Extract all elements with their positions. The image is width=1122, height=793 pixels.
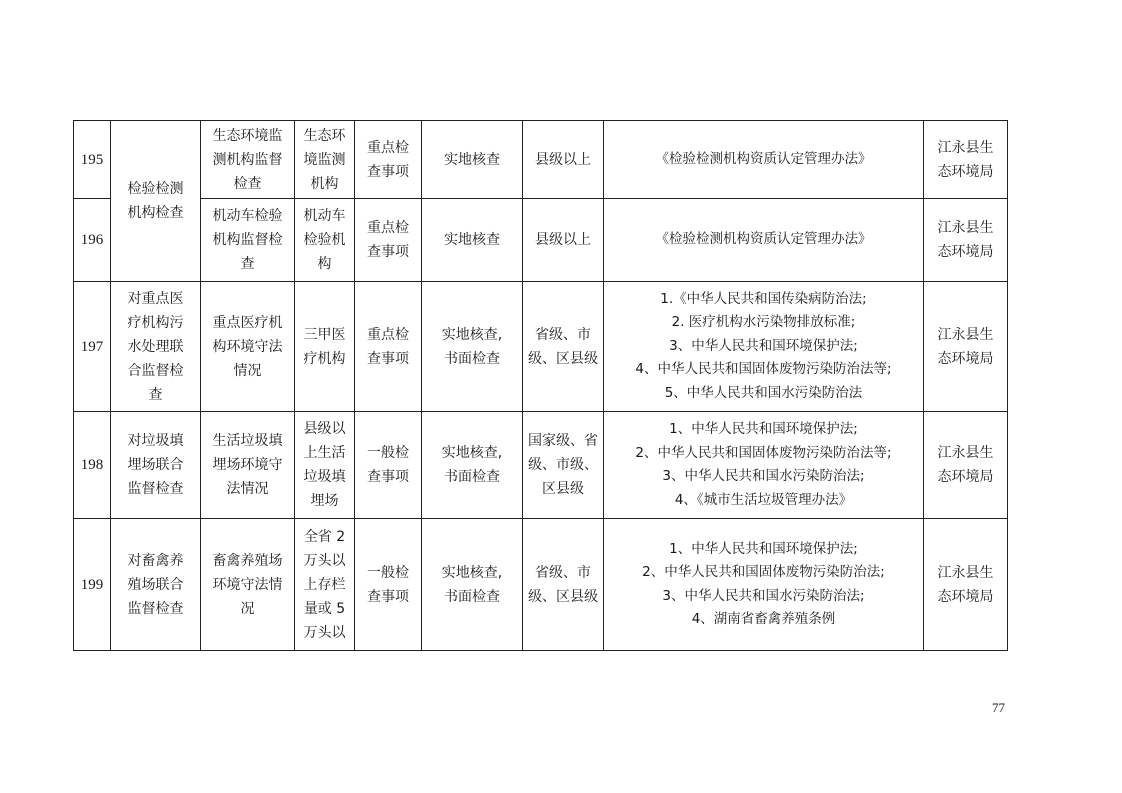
type-cell-line: 查事项: [367, 588, 409, 605]
level-cell-line: 县级以上: [535, 232, 591, 248]
level-cell-line: 省级、市: [535, 564, 591, 581]
level-cell-line: 省级、市: [535, 326, 591, 343]
level-cell-line: 级、市级、: [528, 457, 598, 473]
type-cell: [355, 199, 422, 282]
row-number: 197: [74, 282, 111, 412]
object-cell-line: 机动车: [303, 208, 346, 224]
method-cell: [422, 121, 523, 199]
object-cell-line: 上生活: [303, 445, 346, 461]
category-cell-line: 监督检查: [127, 600, 184, 617]
table-row: [74, 199, 1008, 282]
basis-cell-line: 《检验检测机构资质认定管理办法》: [655, 150, 872, 167]
basis-cell-line: 2. 医疗机构水污染物排放标准;: [671, 314, 856, 331]
category-cell-line: 殖场联合: [127, 576, 184, 593]
object-cell: [295, 412, 355, 519]
type-cell: [355, 412, 422, 519]
category-cell: [111, 121, 201, 282]
item-cell-line: 测机构监督: [212, 151, 283, 168]
item-cell-line: 环境守法情: [212, 576, 283, 593]
agency-cell: [924, 282, 1008, 412]
level-cell-line: 区县级: [542, 481, 584, 497]
row-number: 199: [74, 519, 111, 651]
object-cell-line: 万头以: [303, 624, 346, 641]
object-cell-line: 三甲医: [303, 326, 346, 343]
table-row: [74, 282, 1008, 412]
method-cell-line: 实地核查: [444, 151, 500, 168]
object-cell-line: 机构: [310, 175, 339, 192]
object-cell-line: 检验机: [303, 232, 346, 248]
object-cell-line: 万头以: [303, 552, 346, 569]
basis-cell-line: 2、中华人民共和国固体废物污染防治法等;: [635, 444, 892, 461]
object-cell: [295, 282, 355, 412]
method-cell-line: 实地核查: [444, 232, 500, 248]
type-cell-line: 一般检: [367, 564, 409, 581]
basis-cell-line: 4、《城市生活垃圾管理办法》: [674, 491, 853, 508]
method-cell-line: 实地核查,: [441, 445, 503, 461]
agency-cell-line: 态环境局: [937, 469, 994, 485]
agency-cell: [924, 121, 1008, 199]
category-cell-line: 查: [148, 386, 163, 403]
page-number: 77: [992, 700, 1005, 715]
item-cell-line: 埋场环境守: [212, 457, 283, 473]
agency-cell: [924, 199, 1008, 282]
agency-cell: [924, 412, 1008, 519]
basis-cell: [604, 519, 924, 651]
method-cell-line: 实地核查,: [441, 326, 503, 343]
table-row: [74, 519, 1008, 651]
level-cell-line: 国家级、省: [528, 433, 598, 449]
category-cell-line: 水处理联: [127, 338, 184, 355]
basis-cell-line: 1、中华人民共和国环境保护法;: [669, 421, 858, 437]
basis-cell-line: 1.《中华人民共和国传染病防治法;: [660, 290, 867, 307]
type-cell-line: 一般检: [367, 445, 409, 461]
object-cell-line: 构: [317, 256, 332, 272]
item-cell-line: 重点医疗机: [212, 314, 283, 331]
agency-cell-line: 江永县生: [937, 220, 994, 236]
inspection-table: [73, 120, 1008, 651]
item-cell: [201, 282, 295, 412]
method-cell: [422, 282, 523, 412]
level-cell-line: 级、区县级: [528, 588, 598, 605]
item-cell-line: 检查: [233, 175, 262, 192]
basis-cell-line: 2、中华人民共和国固体废物污染防治法;: [642, 564, 885, 580]
category-cell-line: 监督检查: [127, 481, 184, 497]
basis-cell-line: 《检验检测机构资质认定管理办法》: [655, 231, 872, 248]
level-cell: [523, 121, 604, 199]
basis-cell: [604, 412, 924, 519]
basis-cell-line: 4、湖南省畜禽养殖条例: [691, 611, 836, 627]
item-cell-line: 生活垃圾填: [212, 433, 283, 449]
category-cell-line: 埋场联合: [127, 457, 184, 473]
basis-cell-line: 3、中华人民共和国水污染防治法;: [662, 587, 865, 604]
type-cell-line: 查事项: [367, 469, 409, 485]
agency-cell-line: 江永县生: [937, 139, 994, 156]
basis-cell-line: 5、中华人民共和国水污染防治法: [664, 384, 863, 401]
row-number: 196: [74, 199, 111, 282]
category-cell-line: 机构检查: [127, 205, 184, 221]
item-cell-line: 机动车检验: [212, 208, 283, 224]
object-cell-line: 垃圾填: [303, 469, 346, 485]
level-cell: [523, 412, 604, 519]
category-cell-line: 检验检测: [127, 181, 184, 197]
level-cell-line: 县级以上: [535, 151, 591, 168]
item-cell-line: 畜禽养殖场: [212, 552, 283, 569]
item-cell-line: 况: [240, 600, 255, 617]
agency-cell-line: 态环境局: [937, 588, 994, 605]
type-cell: [355, 121, 422, 199]
basis-cell: [604, 121, 924, 199]
table-row: [74, 121, 1008, 199]
row-number: 195: [74, 121, 111, 199]
category-cell: [111, 519, 201, 651]
basis-cell-line: 4、中华人民共和国固体废物污染防治法等;: [635, 361, 892, 378]
basis-cell: [604, 199, 924, 282]
object-cell-line: 疗机构: [303, 350, 346, 367]
level-cell: [523, 519, 604, 651]
object-cell-line: 全省 2: [303, 528, 346, 545]
item-cell: [201, 199, 295, 282]
method-cell-line: 实地核查,: [441, 564, 503, 581]
type-cell-line: 重点检: [367, 326, 409, 343]
category-cell: [111, 412, 201, 519]
item-cell-line: 查: [240, 256, 255, 272]
item-cell-line: 构环境守法: [212, 338, 283, 355]
method-cell-line: 书面检查: [444, 588, 500, 605]
type-cell-line: 查事项: [367, 163, 409, 180]
item-cell: [201, 412, 295, 519]
item-cell-line: 机构监督检: [212, 232, 283, 248]
method-cell: [422, 412, 523, 519]
category-cell-line: 对垃圾填: [127, 433, 184, 449]
category-cell-line: 合监督检: [127, 362, 184, 379]
level-cell: [523, 282, 604, 412]
level-cell: [523, 199, 604, 282]
category-cell-line: 对畜禽养: [127, 552, 184, 569]
basis-cell-line: 3、中华人民共和国环境保护法;: [669, 337, 858, 354]
level-cell-line: 级、区县级: [528, 350, 598, 367]
type-cell: [355, 282, 422, 412]
row-number: 198: [74, 412, 111, 519]
category-cell-line: 疗机构污: [127, 314, 184, 331]
method-cell: [422, 199, 523, 282]
agency-cell-line: 态环境局: [937, 244, 994, 260]
object-cell: [295, 121, 355, 199]
item-cell-line: 法情况: [226, 481, 269, 497]
type-cell: [355, 519, 422, 651]
basis-cell-line: 1、中华人民共和国环境保护法;: [669, 540, 858, 557]
object-cell-line: 生态环: [303, 127, 346, 144]
type-cell-line: 重点检: [367, 139, 409, 156]
type-cell-line: 查事项: [367, 350, 409, 367]
object-cell-line: 县级以: [303, 421, 346, 437]
object-cell: [295, 199, 355, 282]
agency-cell-line: 态环境局: [937, 163, 994, 180]
agency-cell-line: 江永县生: [937, 564, 994, 581]
agency-cell-line: 江永县生: [937, 445, 994, 461]
object-cell-line: 量或 5: [303, 600, 346, 617]
basis-cell-line: 3、中华人民共和国水污染防治法;: [662, 468, 865, 484]
basis-cell: [604, 282, 924, 412]
category-cell-line: 对重点医: [127, 290, 184, 307]
object-cell-line: 境监测: [303, 151, 346, 168]
object-cell-line: 埋场: [310, 493, 339, 509]
object-cell: [295, 519, 355, 651]
category-cell: [111, 282, 201, 412]
item-cell: [201, 519, 295, 651]
method-cell: [422, 519, 523, 651]
type-cell-line: 查事项: [367, 244, 409, 260]
table-row: [74, 412, 1008, 519]
method-cell-line: 书面检查: [444, 469, 500, 485]
type-cell-line: 重点检: [367, 220, 409, 236]
method-cell-line: 书面检查: [444, 350, 500, 367]
object-cell-line: 上存栏: [303, 576, 346, 593]
item-cell-line: 情况: [233, 362, 262, 379]
item-cell-line: 生态环境监: [212, 127, 283, 144]
agency-cell: [924, 519, 1008, 651]
agency-cell-line: 态环境局: [937, 350, 994, 367]
item-cell: [201, 121, 295, 199]
agency-cell-line: 江永县生: [937, 326, 994, 343]
